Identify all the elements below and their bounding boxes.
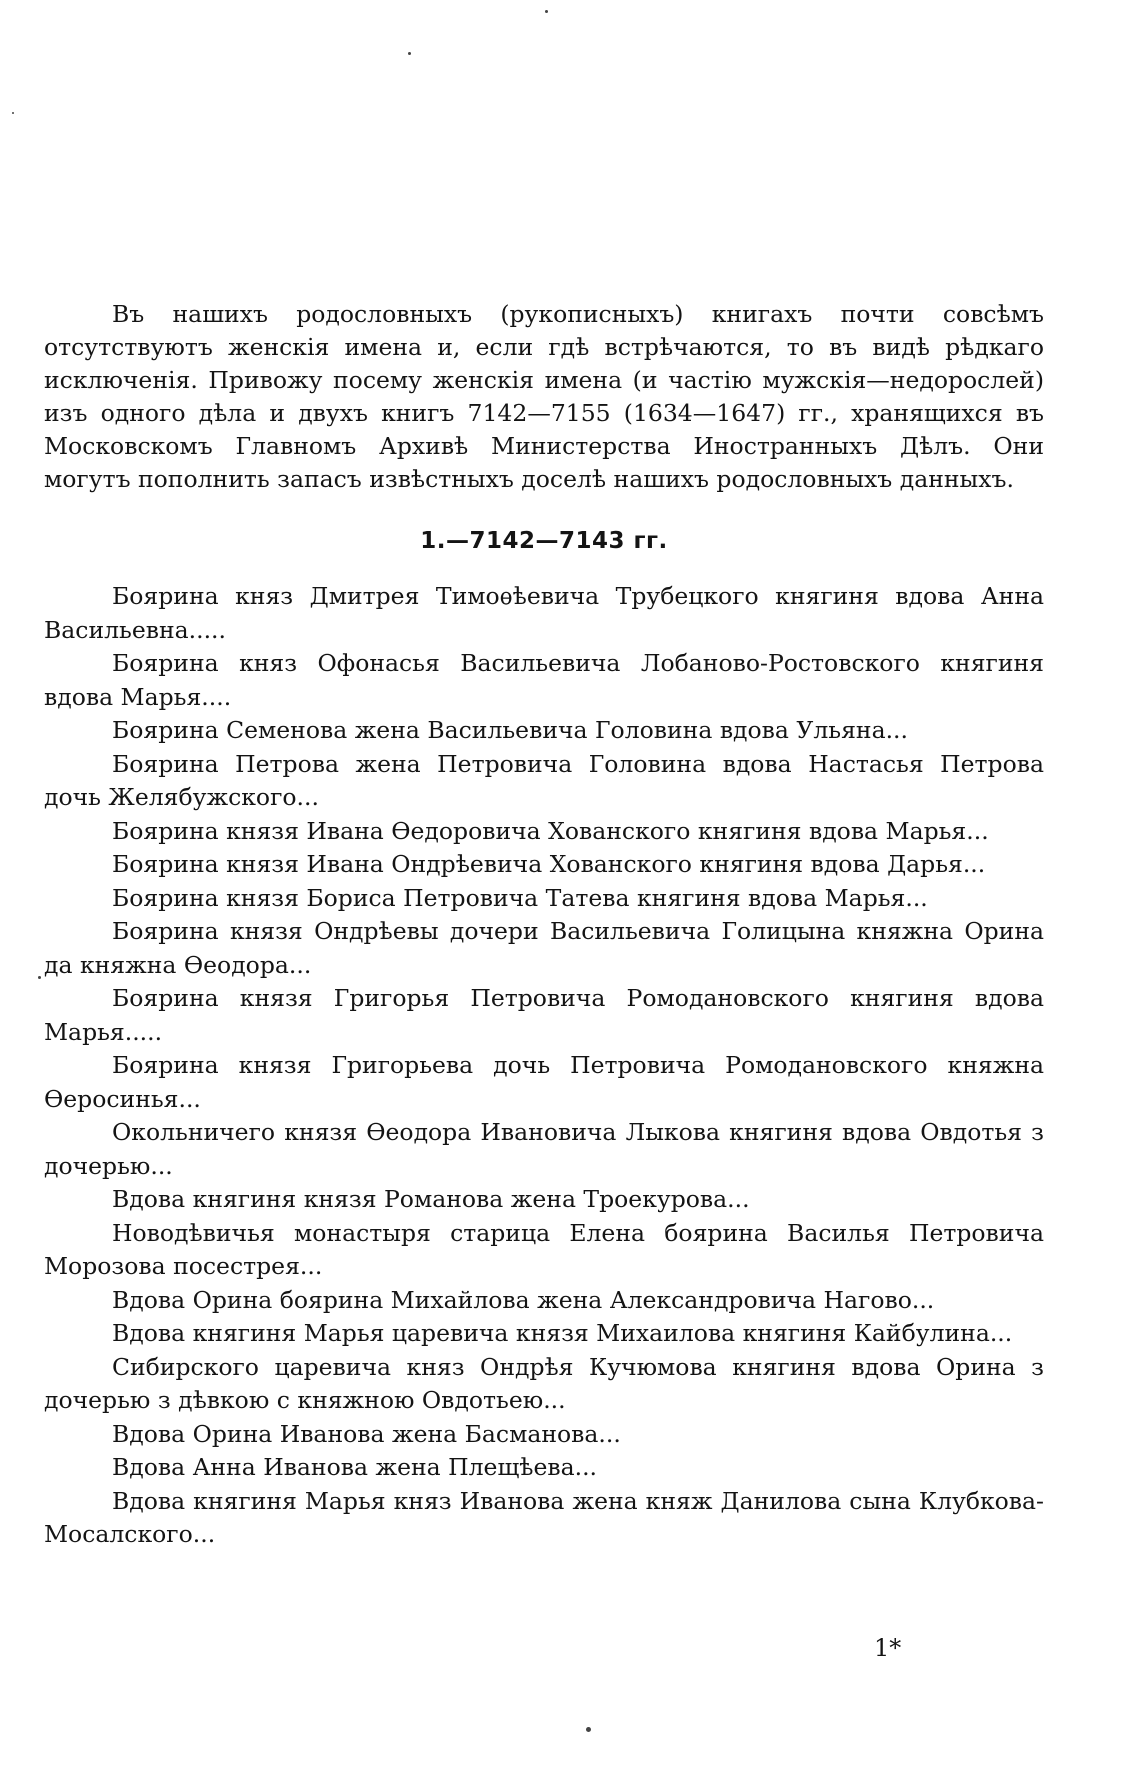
entry-list: [44, 580, 1044, 1552]
list-item: Вдова княгиня Марья княз Иванова жена княж Данилова сына Клубкова-Мосалского...: [44, 1486, 1044, 1548]
scan-speck: [12, 112, 14, 114]
document-page: [44, 298, 1044, 1552]
list-item: Сибирского царевича княз Ондрѣя Кучюмова княгиня вдова Орина з дочерью з дѣвкою с княжною Овдотьею...: [44, 1352, 1044, 1414]
scan-speck: [586, 1727, 591, 1732]
list-item: Боярина князя Ондрѣевы дочери Васильевича Голицына княжна Орина да княжна Ѳеодора...: [44, 917, 1044, 979]
page-number: 1*: [874, 1634, 902, 1662]
list-item: Вдова Анна Иванова жена Плещѣева...: [112, 1453, 598, 1481]
list-item: Вдова княгиня Марья царевича князя Михаилова княгиня Кайбулина...: [112, 1319, 1013, 1347]
intro-paragraph: Въ нашихъ родословныхъ (рукописныхъ) книгахъ почти совсѣмъ отсутствуютъ женскія имена и, если гдѣ встрѣчаются, то въ видѣ рѣдкаго исключенія. Привожу посему женскія имена (и частію мужскія—недорослей) изъ одного дѣла и двухъ книгъ 7142—7155 (1634—1647) гг., хранящихся въ Московскомъ Главномъ Архивѣ Министерства Иностранныхъ Дѣлъ. Они могутъ пополнить запасъ извѣстныхъ доселѣ нашихъ родословныхъ данныхъ.: [44, 300, 1044, 493]
list-item: Боярина Петрова жена Петровича Головина вдова Настасья Петрова дочь Желябужского...: [44, 749, 1044, 811]
list-item: Окольничего князя Ѳеодора Ивановича Лыкова княгиня вдова Овдотья з дочерью...: [44, 1118, 1044, 1180]
list-item: Вдова княгиня князя Романова жена Троекурова...: [112, 1185, 750, 1213]
list-item: Вдова Орина боярина Михайлова жена Александровича Нагово...: [112, 1285, 935, 1314]
list-item: Новодѣвичья монастыря старица Елена боярина Василья Петровича Морозова посестрея...: [44, 1218, 1044, 1280]
scan-speck: [408, 52, 411, 55]
list-item: Боярина князя Григорья Петровича Ромодановского княгиня вдова Марья.....: [44, 984, 1044, 1046]
list-item: Боярина Семенова жена Васильевича Головина вдова Ульяна...: [112, 716, 908, 744]
list-item: Боярина князя Григорьева дочь Петровича Ромодановского княжна Ѳеросинья...: [44, 1051, 1044, 1113]
list-item: Вдова Орина Иванова жена Басманова...: [112, 1419, 621, 1448]
list-item: Боярина княз Дмитрея Тимоѳѣевича Трубецкого княгиня вдова Анна Васильевна.....: [44, 582, 1044, 644]
list-item: Боярина князя Бориса Петровича Татева княгиня вдова Марья...: [112, 883, 928, 912]
section-heading: 1.—7142—7143 гг.: [420, 528, 668, 554]
list-item: Боярина княз Офонасья Васильевича Лобаново-Ростовского княгиня вдова Марья....: [44, 649, 1044, 711]
scan-speck: [545, 10, 548, 13]
scan-speck: [38, 976, 41, 979]
list-item: Боярина князя Ивана Ѳедоровича Хованского княгиня вдова Марья...: [112, 816, 989, 845]
list-item: Боярина князя Ивана Ондрѣевича Хованского княгиня вдова Дарья...: [112, 850, 986, 878]
